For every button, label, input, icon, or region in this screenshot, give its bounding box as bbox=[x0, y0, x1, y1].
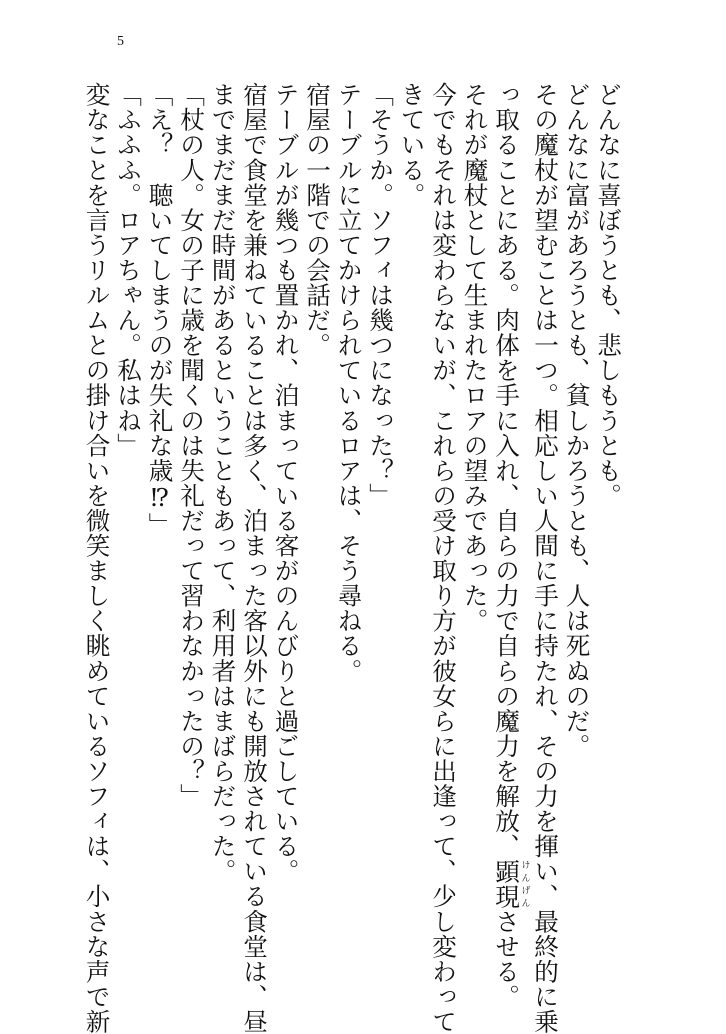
ruby-word: 顕現けんげん bbox=[492, 858, 530, 909]
text-line: 今でもそれは変わらないが、これらの受け取り方が彼女らに出逢って、少し変わって bbox=[429, 82, 458, 1034]
text-line: 宿屋の一階での会話だ。 bbox=[303, 82, 332, 358]
ruby-reading: けんげん bbox=[519, 858, 530, 909]
page-number: 5 bbox=[117, 34, 124, 49]
text-line: それが魔杖として生まれたロアの望みであった。 bbox=[460, 82, 490, 634]
dialogue-line: 「ふふふ。ロアちゃん。私はね」 bbox=[114, 82, 143, 458]
dialogue-line: 「杖の人。女の子に歳を聞くのは失礼だって習わなかったの？」 bbox=[177, 82, 206, 809]
text-line: どんなに富があろうとも、貧しかろうとも、人は死ぬのだ。 bbox=[562, 82, 592, 759]
text-line: テーブルに立てかけられているロアは、そう尋ねる。 bbox=[334, 82, 364, 684]
text-line: その魔杖が望むことは一つ。相応しい人間に手に持たれ、その力を揮い、最終的に乗 bbox=[531, 82, 560, 1034]
novel-text-block bbox=[82, 82, 624, 1034]
text-line: きている。 bbox=[397, 82, 427, 208]
text-line: 宿屋で食堂を兼ねていることは多く、泊まった客以外にも開放されている食堂は、昼 bbox=[240, 82, 269, 1034]
text-line: テーブルが幾つも置かれ、泊まっている客がのんびりと過ごしている。 bbox=[271, 82, 301, 884]
text-line-segment: っ取ることにある。肉体を手に入れ、自らの力で自らの魔力を解放、顕現けんげんさせる。 bbox=[492, 82, 530, 1009]
dialogue-line: 「そうか。ソフィは幾つになった？」 bbox=[366, 82, 395, 508]
dialogue-line: 「え？ 聴いてしまうのが失礼な歳⁉」 bbox=[145, 82, 175, 538]
text-line: どんなに喜ぼうとも、悲しもうとも。 bbox=[594, 82, 623, 508]
text-line-with-ruby bbox=[491, 82, 530, 1009]
text-line: 変なことを言うリルムとの掛け合いを微笑ましく眺めているソフィは、小さな声で新 bbox=[82, 82, 112, 1034]
text-line: までまだまだ時間があるということもあって、利用者はまばらだった。 bbox=[208, 82, 238, 884]
